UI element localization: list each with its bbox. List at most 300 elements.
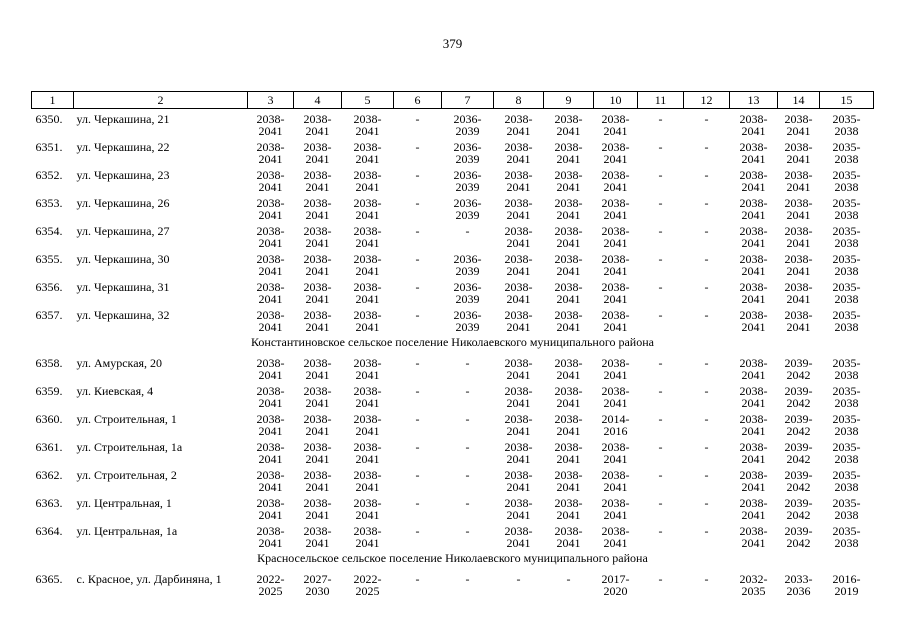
period-value: 2038- 2041 [504,384,533,410]
row-number: 6352. [35,168,63,182]
period-value: 2038- 2041 [353,224,382,250]
address-cell: ул. Центральная, 1а [76,524,178,538]
row-number: 6351. [35,140,63,154]
period-cell [638,381,684,409]
address-cell: ул. Строительная, 1а [76,440,183,454]
period-value: 2038- 2041 [554,308,583,334]
period-cell [544,493,594,521]
period-cell [778,521,820,549]
period-value: 2038- 2041 [256,384,285,410]
period-value: - [704,468,709,482]
period-value: 2038- 2041 [739,252,768,278]
period-value: - [465,384,470,398]
period-cell [544,437,594,465]
header-cell: 8 [494,92,544,109]
period-value: 2039- 2042 [784,440,813,466]
period-value: 2017- 2020 [601,572,630,598]
period-value: 2022- 2025 [256,572,285,598]
row-number: 6363. [35,496,63,510]
period-value: 2038- 2041 [353,468,382,494]
period-cell [778,381,820,409]
period-value: 2038- 2041 [303,308,332,334]
period-cell [544,353,594,381]
period-cell [248,353,294,381]
period-cell [248,493,294,521]
period-cell [394,109,442,138]
header-cell: 4 [294,92,342,109]
period-value: 2038- 2041 [504,112,533,138]
period-cell [684,437,730,465]
period-cell [442,521,494,549]
period-value: - [415,524,420,538]
period-cell [544,465,594,493]
period-cell [684,137,730,165]
period-cell [342,409,394,437]
period-value: 2038- 2041 [303,496,332,522]
period-cell [442,277,494,305]
row-number: 6361. [35,440,63,454]
period-cell [778,437,820,465]
period-cell [544,137,594,165]
period-value: 2038- 2041 [601,468,630,494]
period-cell [294,353,342,381]
period-value: 2038- 2041 [601,280,630,306]
period-cell [442,305,494,333]
row-number: 6353. [35,196,63,210]
period-value: 2038- 2041 [504,224,533,250]
period-value: - [566,572,571,586]
period-value: - [415,412,420,426]
period-value: 2038- 2041 [303,412,332,438]
period-cell [294,493,342,521]
period-value: 2038- 2041 [504,140,533,166]
period-cell [442,137,494,165]
period-value: 2038- 2041 [353,112,382,138]
period-cell [294,165,342,193]
period-cell [684,381,730,409]
period-cell [820,409,874,437]
period-value: 2038- 2041 [601,524,630,550]
period-value: - [415,140,420,154]
period-cell [342,221,394,249]
period-cell [294,277,342,305]
period-cell [544,409,594,437]
period-value: - [415,196,420,210]
period-value: 2038- 2041 [353,524,382,550]
period-cell [638,493,684,521]
period-value: 2022- 2025 [353,572,382,598]
period-cell [594,277,638,305]
period-value: 2035- 2038 [832,308,861,334]
period-value: 2038- 2041 [739,356,768,382]
period-cell [820,493,874,521]
period-value: - [415,384,420,398]
header-cell: 13 [730,92,778,109]
header-cell: 6 [394,92,442,109]
period-value: 2038- 2041 [256,356,285,382]
period-value: 2038- 2041 [256,224,285,250]
period-cell [730,109,778,138]
period-value: - [465,496,470,510]
period-cell [820,437,874,465]
period-cell [684,521,730,549]
period-cell [248,465,294,493]
row-number: 6356. [35,280,63,294]
period-value: 2038- 2041 [504,280,533,306]
period-cell [494,109,544,138]
period-value: 2036- 2039 [453,168,482,194]
period-value: 2038- 2041 [554,252,583,278]
period-cell [638,353,684,381]
period-cell [494,465,544,493]
period-cell [394,493,442,521]
period-value: - [415,440,420,454]
period-cell [342,305,394,333]
period-value: 2036- 2039 [453,112,482,138]
table-row [32,193,874,221]
period-value: 2038- 2041 [601,112,630,138]
period-value: - [415,496,420,510]
period-value: 2039- 2042 [784,524,813,550]
period-cell [442,249,494,277]
period-value: 2016- 2019 [832,572,861,598]
period-value: 2038- 2041 [784,308,813,334]
period-value: 2038- 2041 [784,168,813,194]
period-value: 2036- 2039 [453,196,482,222]
period-cell [684,305,730,333]
period-value: 2038- 2041 [554,168,583,194]
period-value: 2038- 2041 [554,224,583,250]
period-cell [394,381,442,409]
period-value: - [704,412,709,426]
period-cell [394,305,442,333]
period-cell [684,109,730,138]
period-value: - [704,280,709,294]
period-value: 2038- 2041 [601,196,630,222]
table-row [32,137,874,165]
period-cell [730,249,778,277]
period-cell [494,437,544,465]
period-cell [494,193,544,221]
period-cell [638,569,684,597]
period-cell [544,569,594,597]
period-value: 2038- 2041 [554,112,583,138]
period-cell [778,249,820,277]
period-value: 2038- 2041 [554,440,583,466]
period-cell [494,221,544,249]
address-cell: ул. Черкашина, 27 [76,224,170,238]
period-value: 2035- 2038 [832,252,861,278]
period-cell [684,493,730,521]
table-row [32,381,874,409]
period-value: 2038- 2041 [256,412,285,438]
period-value: - [415,224,420,238]
period-cell [294,569,342,597]
header-cell: 15 [820,92,874,109]
period-cell [394,437,442,465]
period-value: - [704,224,709,238]
period-cell [638,109,684,138]
period-cell [638,305,684,333]
period-cell [684,165,730,193]
period-value: 2038- 2041 [739,524,768,550]
period-cell [394,137,442,165]
period-value: 2038- 2041 [256,524,285,550]
period-value: 2014- 2016 [601,412,630,438]
period-value: 2038- 2041 [601,308,630,334]
period-value: - [658,112,663,126]
period-value: 2038- 2041 [504,356,533,382]
period-cell [730,493,778,521]
period-cell [442,353,494,381]
period-cell [294,109,342,138]
period-value: 2036- 2039 [453,252,482,278]
period-cell [342,109,394,138]
address-cell: ул. Амурская, 20 [76,356,163,370]
row-number: 6357. [35,308,63,322]
period-value: 2035- 2038 [832,524,861,550]
period-cell [820,569,874,597]
period-cell [684,193,730,221]
period-cell [494,165,544,193]
period-cell [638,465,684,493]
period-value: 2038- 2041 [303,356,332,382]
period-cell [778,109,820,138]
period-value: - [658,572,663,586]
period-cell [730,277,778,305]
period-cell [248,109,294,138]
period-value: 2038- 2041 [739,440,768,466]
table-row [32,493,874,521]
period-cell [248,409,294,437]
table-row [32,109,874,138]
period-cell [294,521,342,549]
period-cell [730,137,778,165]
period-cell [594,409,638,437]
period-cell [778,221,820,249]
row-number: 6362. [35,468,63,482]
period-value: - [704,572,709,586]
period-cell [684,277,730,305]
period-value: - [704,524,709,538]
period-cell [594,569,638,597]
period-cell [394,249,442,277]
row-number: 6350. [35,112,63,126]
period-cell [730,521,778,549]
period-cell [342,249,394,277]
period-value: 2039- 2042 [784,468,813,494]
period-cell [442,221,494,249]
period-cell [394,521,442,549]
period-cell [820,305,874,333]
row-number: 6360. [35,412,63,426]
period-value: 2038- 2041 [303,252,332,278]
period-cell [442,569,494,597]
period-cell [730,409,778,437]
period-cell [442,193,494,221]
period-cell [442,165,494,193]
period-value: 2039- 2042 [784,384,813,410]
row-number: 6358. [35,356,63,370]
period-cell [594,521,638,549]
period-value: 2038- 2041 [353,412,382,438]
period-value: 2038- 2041 [784,224,813,250]
period-value: 2038- 2041 [303,384,332,410]
period-cell [442,409,494,437]
period-value: 2038- 2041 [739,224,768,250]
period-cell [342,569,394,597]
period-cell [684,353,730,381]
period-cell [342,437,394,465]
period-cell [594,437,638,465]
row-number: 6359. [35,384,63,398]
period-value: 2038- 2041 [504,496,533,522]
period-value: 2038- 2041 [353,308,382,334]
period-cell [594,249,638,277]
period-value: 2035- 2038 [832,224,861,250]
period-value: - [704,308,709,322]
period-cell [342,521,394,549]
period-value: 2038- 2041 [504,168,533,194]
period-cell [248,249,294,277]
period-value: 2035- 2038 [832,112,861,138]
period-value: 2038- 2041 [554,140,583,166]
period-value: - [704,440,709,454]
period-cell [820,353,874,381]
period-cell [342,353,394,381]
period-cell [442,465,494,493]
period-cell [638,193,684,221]
period-cell [248,521,294,549]
address-cell: с. Красное, ул. Дарбиняна, 1 [76,572,222,586]
period-cell [594,109,638,138]
address-cell: ул. Черкашина, 22 [76,140,170,154]
table-row [32,353,874,381]
period-value: 2038- 2041 [303,140,332,166]
period-value: 2038- 2041 [353,384,382,410]
period-value: 2038- 2041 [504,252,533,278]
schedule-table [31,91,874,597]
period-value: - [704,196,709,210]
period-value: - [658,140,663,154]
period-value: 2039- 2042 [784,356,813,382]
period-cell [638,277,684,305]
period-value: 2035- 2038 [832,168,861,194]
period-cell [494,305,544,333]
header-cell: 1 [32,92,74,109]
period-value: 2038- 2041 [739,112,768,138]
period-cell [638,165,684,193]
period-cell [778,305,820,333]
period-cell [594,221,638,249]
period-cell [820,277,874,305]
period-value: 2038- 2041 [554,196,583,222]
period-cell [820,109,874,138]
period-value: 2038- 2041 [353,168,382,194]
period-value: 2038- 2041 [784,112,813,138]
period-value: - [658,524,663,538]
period-cell [730,165,778,193]
period-value: 2035- 2038 [832,140,861,166]
period-cell [342,137,394,165]
address-cell: ул. Строительная, 2 [76,468,177,482]
period-value: - [658,224,663,238]
row-number: 6355. [35,252,63,266]
header-cell: 11 [638,92,684,109]
period-cell [544,109,594,138]
period-cell [544,277,594,305]
period-cell [730,569,778,597]
period-cell [294,465,342,493]
period-value: 2038- 2041 [554,524,583,550]
period-value: 2035- 2038 [832,356,861,382]
period-value: - [415,168,420,182]
period-value: - [704,496,709,510]
period-cell [820,381,874,409]
period-value: - [658,168,663,182]
period-cell [778,409,820,437]
period-value: 2038- 2041 [601,356,630,382]
period-cell [394,409,442,437]
period-value: 2038- 2041 [601,252,630,278]
period-cell [494,277,544,305]
period-cell [342,277,394,305]
period-value: 2038- 2041 [554,384,583,410]
period-cell [248,437,294,465]
period-cell [544,165,594,193]
period-value: 2038- 2041 [739,468,768,494]
period-value: 2038- 2041 [256,308,285,334]
period-cell [442,381,494,409]
period-value: 2038- 2041 [256,140,285,166]
period-value: - [658,440,663,454]
address-cell: ул. Черкашина, 21 [76,112,170,126]
period-value: 2038- 2041 [353,140,382,166]
period-value: 2036- 2039 [453,308,482,334]
period-cell [494,569,544,597]
period-cell [730,381,778,409]
address-cell: ул. Строительная, 1 [76,412,177,426]
period-value: 2038- 2041 [601,140,630,166]
period-cell [594,353,638,381]
table-row [32,165,874,193]
period-value: 2038- 2041 [303,112,332,138]
table-row [32,249,874,277]
period-cell [394,221,442,249]
period-value: - [658,252,663,266]
period-cell [248,221,294,249]
period-cell [294,221,342,249]
period-value: 2038- 2041 [601,496,630,522]
period-cell [820,137,874,165]
period-value: - [704,252,709,266]
period-value: 2038- 2041 [353,252,382,278]
period-cell [394,193,442,221]
period-cell [778,465,820,493]
period-cell [248,305,294,333]
period-cell [820,221,874,249]
period-value: - [704,168,709,182]
period-value: - [658,308,663,322]
period-cell [594,137,638,165]
period-value: 2038- 2041 [303,524,332,550]
period-value: 2038- 2041 [303,440,332,466]
period-cell [820,465,874,493]
period-value: - [415,468,420,482]
header-cell: 10 [594,92,638,109]
period-value: - [415,572,420,586]
section-heading: Константиновское сельское поселение Николаевского муниципального района [251,335,654,349]
